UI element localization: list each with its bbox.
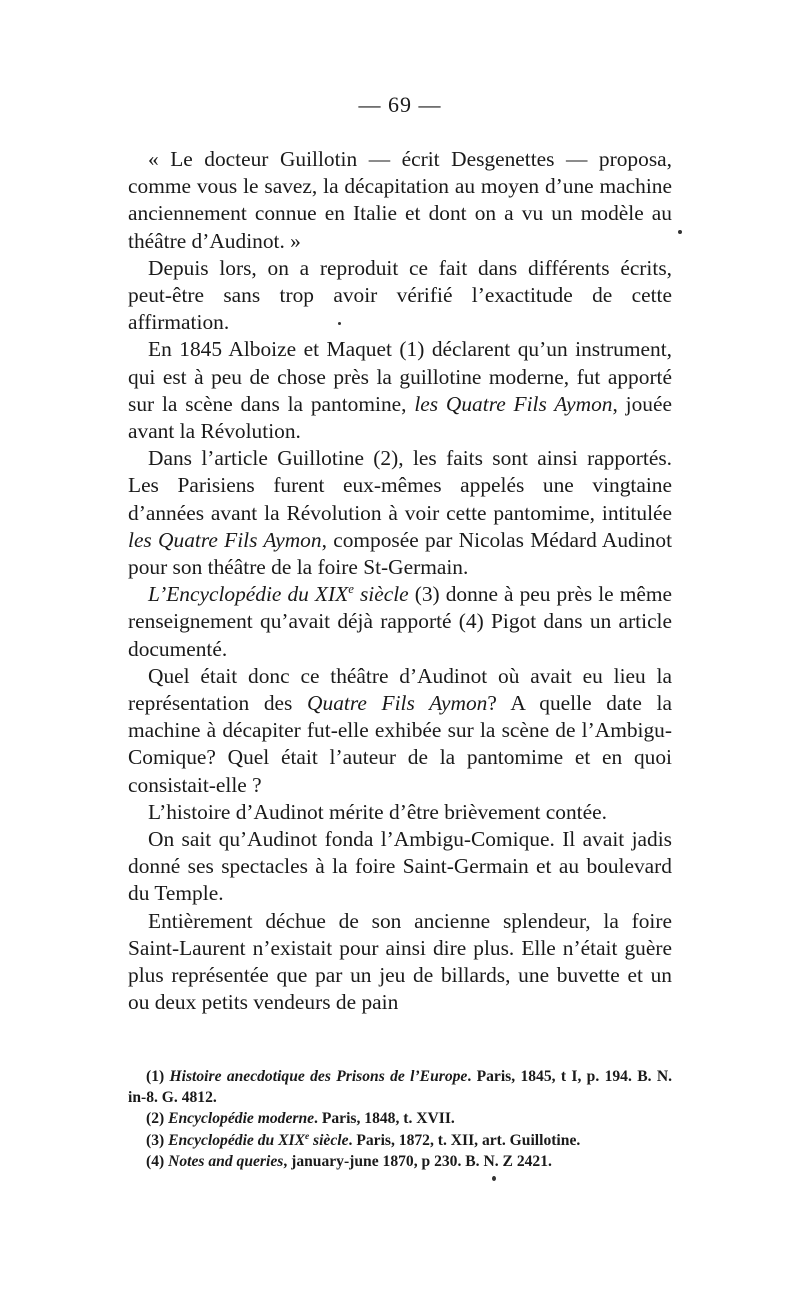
- paragraph: [128, 663, 672, 799]
- italic-text-segment: siècle: [309, 1131, 349, 1149]
- paragraph: [128, 255, 672, 337]
- body-text: [128, 146, 672, 1017]
- text-segment: Quel était donc ce théâtre d’Audinot où avait eu lieu la représentation des: [128, 663, 672, 716]
- italic-text-segment: les Quatre Fils Aymon: [128, 527, 322, 552]
- italic-text-segment: e: [348, 582, 354, 597]
- text-segment: Dans l’article Guillotine (2), les faits sont ainsi rapportés. Les Parisiens furent eux-mêmes appelés une vingtaine d’années avant la Révolution à voir cette pantomime, intitulée: [128, 446, 672, 525]
- text-segment: . Paris, 1872, t. XII, art. Guillotine.: [348, 1131, 581, 1149]
- page-number: — 69 —: [358, 92, 442, 117]
- italic-text-segment: Notes and queries: [168, 1152, 284, 1170]
- paragraph: [128, 826, 672, 908]
- text-segment: (1): [146, 1068, 170, 1085]
- footnotes: [128, 1066, 672, 1172]
- paragraph: [128, 146, 672, 255]
- paragraph: [128, 445, 672, 581]
- italic-text-segment: siècle: [353, 582, 409, 607]
- footnote: [128, 1066, 672, 1108]
- ink-speck: [492, 1176, 496, 1181]
- text-segment: L’histoire d’Audinot mérite d’être brièvement contée.: [148, 799, 607, 824]
- text-segment: On sait qu’Audinot fonda l’Ambigu-Comique. Il avait jadis donné ses spectacles à la foire Saint-Germain et au boulevard du Temple.: [128, 827, 672, 906]
- text-segment: . Paris, 1848, t. XVII.: [314, 1110, 455, 1128]
- italic-text-segment: Encyclopédie du XIX: [168, 1131, 305, 1149]
- text-segment: (3): [146, 1131, 169, 1149]
- italic-text-segment: Histoire anecdotique des Prisons de l’Europe: [169, 1068, 468, 1085]
- footnote: [128, 1108, 672, 1129]
- italic-text-segment: L’Encyclopédie du XIX: [148, 582, 349, 607]
- text-segment: Entièrement déchue de son ancienne splendeur, la foire Saint-Laurent n’existait pour ainsi dire plus. Elle n’était guère plus représentée que par un jeu de billards, une buvette et un ou deux petits vendeurs de pain: [128, 908, 672, 1015]
- paragraph: [128, 581, 672, 663]
- text-segment: (2): [146, 1110, 169, 1128]
- paragraph: [128, 908, 672, 1017]
- italic-text-segment: e: [304, 1131, 310, 1142]
- footnote: [128, 1130, 672, 1151]
- text-segment: ? A quelle date la machine à décapiter fut-elle exhibée sur la scène de l’Ambigu-Comique? Quel était l’auteur de la pantomime et en quoi consistait-elle ?: [128, 691, 672, 797]
- paragraph: [128, 336, 672, 445]
- text-segment: « Le docteur Guillotin — écrit Desgenettes — proposa, comme vous le savez, la décapitation au moyen d’une machine anciennement connue en Italie et dont on a vu un modèle au théâtre d’Audinot. »: [128, 147, 672, 253]
- footnote: [128, 1151, 672, 1172]
- italic-text-segment: Encyclopédie moderne: [168, 1110, 315, 1128]
- text-segment: (4): [146, 1152, 169, 1170]
- ink-speck: [678, 230, 682, 234]
- text-segment: Depuis lors, on a reproduit ce fait dans différents écrits, peut-être sans trop avoir vérifié l’exactitude de cette affirmation.: [128, 255, 672, 335]
- italic-text-segment: les Quatre Fils Aymon: [414, 391, 613, 416]
- text-segment: , composée par Nicolas Médard Audinot pour son théâtre de la foire St-Germain.: [128, 527, 673, 580]
- paragraph: [128, 799, 672, 826]
- text-segment: , jouée avant la Révolution.: [128, 391, 672, 444]
- ink-speck: [338, 322, 341, 325]
- text-segment: . Paris, 1845, t I, p. 194. B. N. in-8. G. 4812.: [128, 1068, 672, 1107]
- text-segment: En 1845 Alboize et Maquet (1) déclarent qu’un instrument, qui est à peu de chose près la guillotine moderne, fut apporté sur la scène dans la pantomine,: [128, 337, 672, 416]
- text-segment: , january-june 1870, p 230. B. N. Z 2421.: [283, 1152, 552, 1170]
- italic-text-segment: Quatre Fils Aymon: [307, 691, 488, 716]
- text-segment: (3) donne à peu près le même renseignement qu’avait déjà rapporté (4) Pigot dans un article documenté.: [128, 582, 672, 661]
